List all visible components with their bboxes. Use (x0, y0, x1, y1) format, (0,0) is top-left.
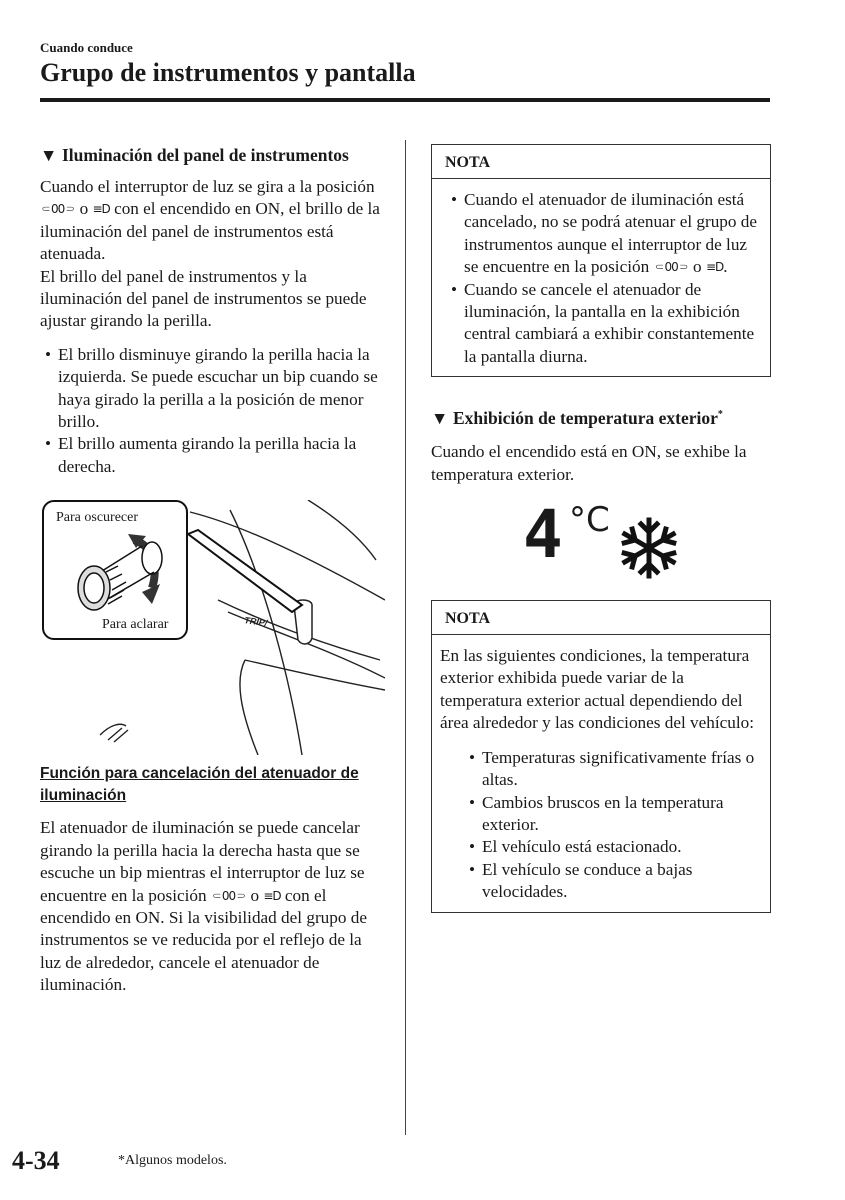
parking-light-icon: ⸦00⸧ (40, 202, 76, 217)
intro-text-b: con el encendido en ON, el brillo de la iluminación del panel de instrumentos está atenuada. (40, 199, 380, 264)
cancel-text-b: con el encendido en ON. Si la visibilidad del grupo de instrumentos se ve reducida por el reflejo de la luz de alrededor, cancele el atenuador de iluminación. (40, 885, 367, 995)
note-box-2 (431, 600, 771, 912)
list-item-text: El vehículo está estacionado. (482, 837, 682, 857)
label-brighter: Para aclarar (102, 617, 169, 633)
list-item-text: Cambios bruscos en la temperatura exterior. (482, 792, 724, 834)
heading-text: Exhibición de temperatura exterior (453, 408, 718, 429)
triangle-marker-icon: ▼ (40, 145, 58, 165)
section-heading-temperature (431, 407, 771, 429)
note-list (446, 189, 760, 368)
list-item (446, 279, 760, 369)
section-heading-illumination (40, 144, 385, 166)
bullet-icon: • (451, 190, 458, 209)
list-item (464, 836, 760, 858)
connector-o: o (79, 199, 89, 219)
list-item-text: El vehículo se conduce a bajas velocidades. (482, 859, 693, 902)
temperature-display (431, 486, 771, 596)
intro-paragraph-2: El brillo del panel de instrumentos y la iluminación del panel de instrumentos se puede ajustar girando la perilla. (40, 266, 367, 331)
dimmer-knob-figure (40, 500, 385, 755)
headlight-icon: ≡D (92, 202, 110, 217)
temperature-value: 4 (523, 496, 563, 574)
list-item-text: El brillo disminuye girando la perilla hacia la izquierda. Se puede escuchar un bip cuando se haya girado la perilla a la posición de menor brillo. (58, 344, 378, 432)
temperature-unit: °C (569, 500, 610, 541)
right-column (431, 144, 771, 913)
snowflake-icon (617, 514, 681, 582)
heading-text: Iluminación del panel de instrumentos (62, 145, 349, 165)
list-item (40, 433, 385, 478)
subheading-cancel: Función para cancelación del atenuador de iluminación (40, 765, 359, 805)
label-darker: Para oscurecer (56, 510, 139, 526)
list-item: • Cuando el atenuador de iluminación está cancelado, no se podrá atenuar el grupo de instrumentos aunque el interruptor de luz se encuentre en la posición ⸦00⸧ o ≡D. (446, 189, 760, 279)
note-box-1 (431, 144, 771, 377)
intro-text-a: Cuando el interruptor de luz se gira a la posición (40, 177, 375, 196)
list-item (464, 859, 760, 904)
note-label: NOTA (432, 601, 770, 635)
parking-light-icon: ⸦00⸧ (210, 888, 247, 903)
triangle-marker-icon: ▼ (431, 408, 449, 429)
connector-o: o (250, 885, 260, 905)
note-label: NOTA (432, 145, 770, 179)
note-list (440, 747, 760, 904)
bullet-icon: • (45, 344, 52, 364)
headlight-icon: ≡D (705, 260, 724, 275)
left-column (40, 144, 385, 997)
note-intro: En las siguientes condiciones, la temperatura exterior exhibida puede variar de la temperatura exterior actual dependiendo del área alrededor y las condiciones del vehículo: (440, 646, 755, 733)
bullet-icon: • (45, 434, 52, 454)
list-item (464, 747, 760, 792)
section-label: Cuando conduce (40, 40, 133, 55)
column-divider (405, 140, 406, 1135)
asterisk: * (717, 409, 723, 421)
list-item-text: Temperaturas significativamente frías o altas. (482, 747, 755, 790)
bullet-icon: • (469, 859, 476, 879)
connector-o: o (693, 257, 702, 277)
bullet-icon: • (469, 792, 476, 812)
trip-label: TRIP/ (243, 615, 268, 629)
list-item-text: El brillo aumenta girando la perilla hacia la derecha. (58, 434, 357, 476)
callout-box (42, 500, 188, 640)
note-item-text: Cuando se cancele el atenuador de iluminación, la pantalla en la exhibición central cambiará a exhibir constantemente la pantalla diurna. (464, 279, 755, 366)
footer-note: *Algunos modelos. (118, 1153, 227, 1168)
note-item-text: Cuando el atenuador de iluminación está cancelado, no se podrá atenuar el grupo de instrumentos aunque el interruptor de luz se encuentre en la posición (464, 190, 758, 277)
list-item (464, 792, 760, 837)
intro-paragraph (40, 176, 385, 266)
cancel-text-a: El atenuador de iluminación se puede cancelar girando la perilla hacia la derecha hasta que se escuche un bip mientras el interruptor de luz se encuentre en la posición (40, 818, 365, 905)
brightness-list (40, 344, 385, 478)
title-rule (40, 98, 770, 102)
bullet-icon: • (469, 747, 476, 767)
temperature-paragraph: Cuando el encendido está en ON, se exhibe la temperatura exterior. (431, 442, 747, 484)
bullet-icon: • (469, 837, 476, 857)
parking-light-icon: ⸦00⸧ (653, 260, 689, 275)
cancel-paragraph (40, 817, 385, 996)
page-number: 4-34 (12, 1146, 60, 1175)
headlight-icon: ≡D (263, 888, 281, 903)
bullet-icon: • (451, 279, 458, 299)
list-item (40, 344, 385, 434)
page-title: Grupo de instrumentos y pantalla (40, 58, 416, 87)
